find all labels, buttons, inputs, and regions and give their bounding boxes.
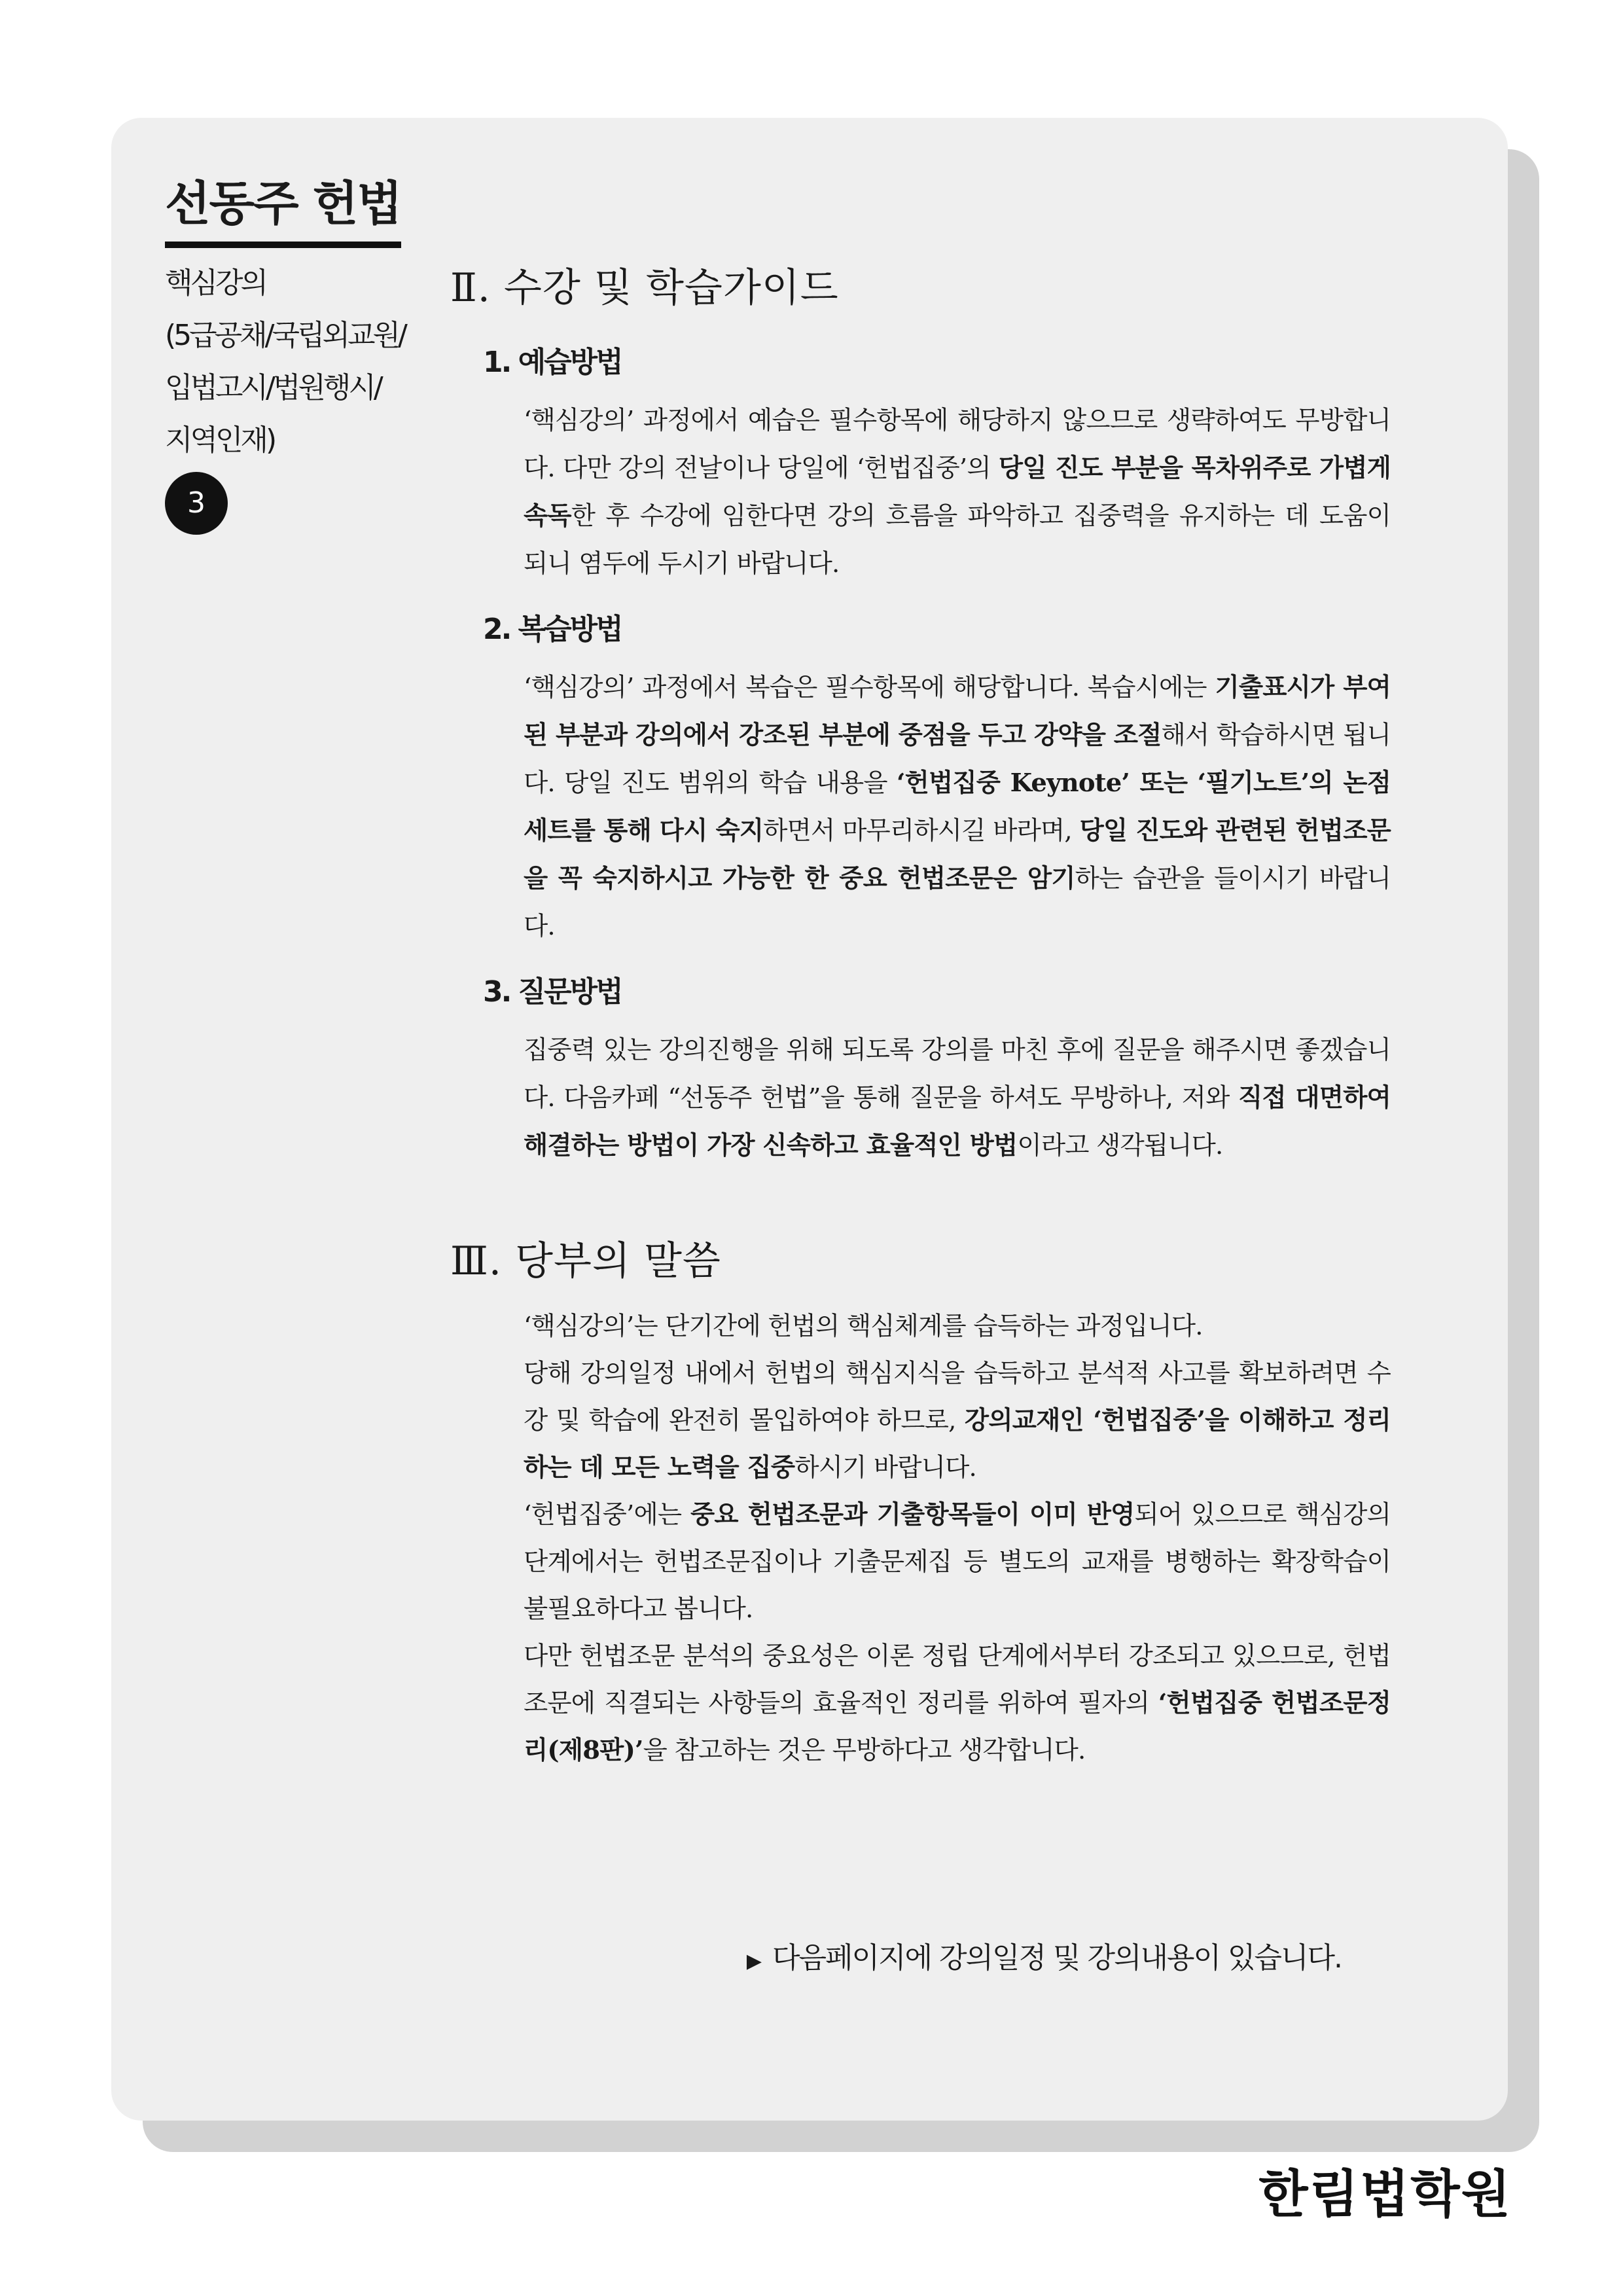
paragraph-immersion <box>524 1350 1391 1492</box>
emphasis-text: ‘헌법집중 Keynote’ 또는 ‘필기노트’의 논점세트를 통해 다시 숙지 <box>524 768 1391 846</box>
emphasis-text: 직접 대면하여 해결하는 방법이 가장 신속하고 효율적인 방법 <box>524 1083 1391 1160</box>
subtitle-line: 입법고시/법원행시/ <box>165 370 381 404</box>
text-run: ‘핵심강의’ 과정에서 복습은 필수항목에 해당합니다. 복습시에는 <box>524 673 1215 702</box>
text-run: ‘핵심강의’ 과정에서 예습은 필수항목에 해당하지 않으므로 생략하여도 무방합니다. 다만 강의 전날이나 당일에 ‘헌법집중’의 <box>524 406 1391 483</box>
heading-review: 2. 복습방법 <box>483 613 622 646</box>
next-page-note-text: 다음페이지에 강의일정 및 강의내용이 있습니다. <box>772 1941 1342 1975</box>
paragraph-textbook <box>524 1492 1391 1633</box>
subtitle-line: (5급공채/국립외교원/ <box>165 318 405 352</box>
section-2-title: Ⅱ. 수강 및 학습가이드 <box>450 265 839 311</box>
text-run: 당해 강의일정 내에서 헌법의 핵심지식을 습득하고 분석적 사고를 확보하려면 수강 및 학습에 완전히 몰입하여야 하므로, <box>524 1359 1391 1435</box>
emphasis-text: 중요 헌법조문과 기출항목들이 이미 반영 <box>690 1500 1135 1530</box>
paragraph-questions <box>524 1026 1391 1170</box>
text-run: 하는 습관을 들이시기 바랍니다. <box>524 864 1391 941</box>
text-run: 을 참고하는 것은 무방하다고 생각합니다. <box>643 1736 1086 1765</box>
main-content <box>450 262 1400 1975</box>
emphasis-text: ‘헌법집중 헌법조문정리(제8판)’ <box>524 1689 1391 1765</box>
text-run: 이라고 생각됩니다. <box>1017 1131 1223 1160</box>
paragraph-intro: ‘핵심강의’는 단기간에 헌법의 핵심체계를 습득하는 과정입니다. <box>524 1312 1203 1341</box>
section-3-title: Ⅲ. 당부의 말씀 <box>450 1238 721 1284</box>
emphasis-text: 당일 진도 부분을 목차위주로 가볍게 속독 <box>524 454 1391 531</box>
academy-logo: 한림법학원 <box>1258 2165 1512 2224</box>
paragraph-review <box>524 664 1391 950</box>
emphasis-text: 강의교재인 ‘헌법집중’을 이해하고 정리하는 데 모든 노력을 집중 <box>524 1406 1391 1482</box>
paragraph-preview <box>524 397 1391 588</box>
emphasis-text: 기출표시가 부여된 부분과 강의에서 강조된 부분에 중점을 두고 강약을 조절 <box>524 673 1391 750</box>
text-run: 한 후 수강에 임한다면 강의 흐름을 파악하고 집중력을 유지하는 데 도움이 되니 염두에 두시기 바랍니다. <box>524 501 1391 579</box>
subtitle-line: 지역인재) <box>165 423 275 457</box>
book-title: 선동주 헌법 <box>165 177 401 248</box>
emphasis-text: 당일 진도와 관련된 헌법조문을 꼭 숙지하시고 가능한 한 중요 헌법조문은 암기 <box>524 816 1391 893</box>
page-number-badge: 3 <box>165 472 228 535</box>
subtitle-line: 핵심강의 <box>165 266 266 300</box>
heading-questions: 3. 질문방법 <box>483 975 622 1009</box>
text-run: 다만 헌법조문 분석의 중요성은 이론 정립 단계에서부터 강조되고 있으므로, 헌법조문에 직결되는 사항들의 효율적인 정리를 위하여 필자의 <box>524 1641 1391 1718</box>
text-run: 해서 학습하시면 됩니다. 당일 진도 범위의 학습 내용을 <box>524 721 1391 798</box>
next-page-note <box>747 1934 1342 1976</box>
sidebar <box>165 177 440 535</box>
text-run: ‘헌법집중’에는 <box>524 1500 691 1530</box>
text-run: 하면서 마무리하시길 바라며, <box>763 816 1080 846</box>
triangle-right-icon: ▶ <box>746 1950 760 1973</box>
text-run: 되어 있으므로 핵심강의 단계에서는 헌법조문집이나 기출문제집 등 별도의 교재를 병행하는 확장학습이 불필요하다고 봅니다. <box>524 1500 1391 1624</box>
course-subtitle <box>165 257 440 467</box>
text-run: 하시기 바랍니다. <box>794 1453 976 1482</box>
paragraph-articles <box>524 1633 1391 1774</box>
heading-preview: 1. 예습방법 <box>483 346 622 379</box>
text-run: 집중력 있는 강의진행을 위해 되도록 강의를 마친 후에 질문을 해주시면 좋겠습니다. 다음카페 “선동주 헌법”을 통해 질문을 하셔도 무방하나, 저와 <box>524 1035 1391 1113</box>
